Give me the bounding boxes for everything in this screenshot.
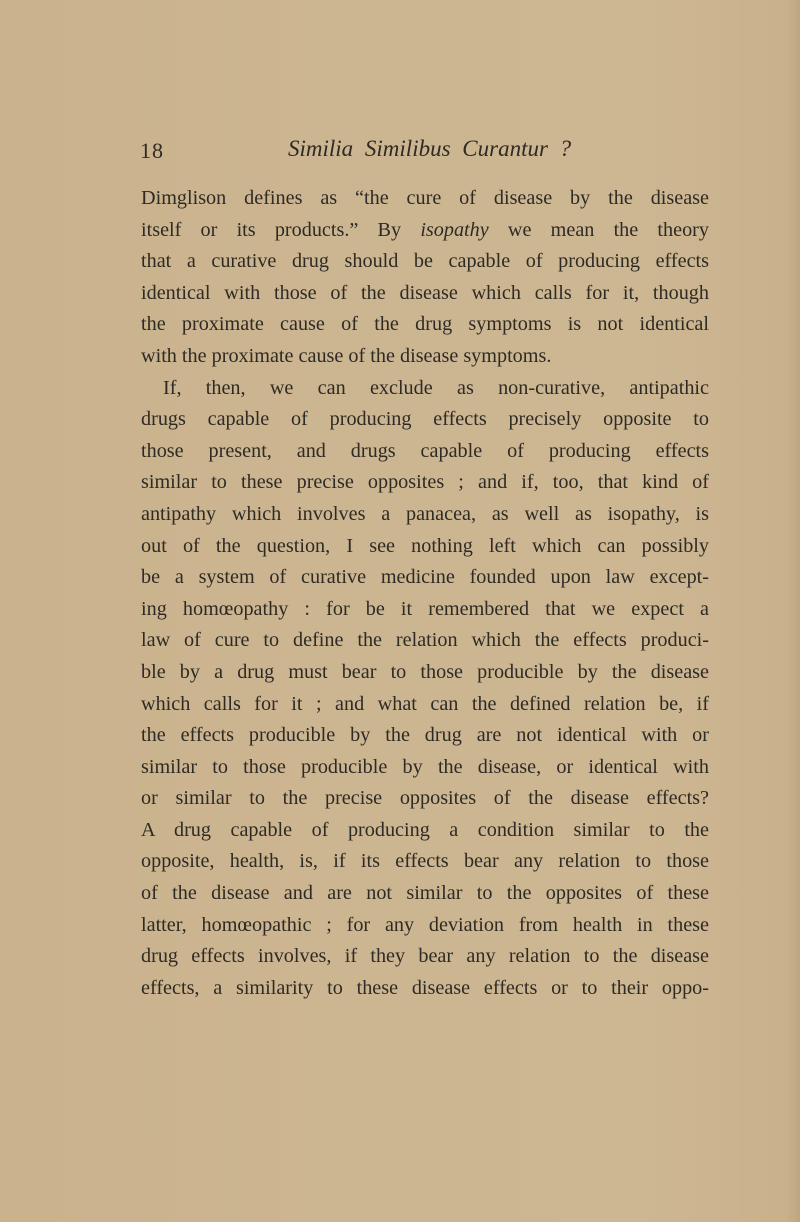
text-segment: itself or its products.” By (141, 218, 421, 241)
text-line: the effects producible by the drug are not identical with or (141, 724, 709, 747)
text-line-paragraph-start: If, then, we can exclude as non-curative, antipathic (163, 376, 709, 399)
text-line: or similar to the precise opposites of the disease effects? (141, 787, 709, 810)
text-line: ble by a drug must bear to those producible by the disease (141, 660, 709, 683)
text-line: effects, a similarity to these disease effects or to their oppo- (141, 976, 709, 999)
text-line: drugs capable of producing effects precisely opposite to (141, 408, 709, 431)
text-line: opposite, health, is, if its effects bear any relation to those (141, 850, 709, 873)
page-edge-shadow (786, 0, 800, 1222)
text-line: similar to those producible by the disease, or identical with (141, 755, 709, 778)
text-line: identical with those of the disease which calls for it, though (141, 281, 709, 304)
text-line: ing homœopathy : for be it remembered that we expect a (141, 597, 709, 620)
running-title: Similia Similibus Curantur ? (288, 136, 572, 161)
text-line: Dimglison defines as “the cure of disease by the disease (141, 187, 709, 209)
text-line-paragraph-end: with the proximate cause of the disease symptoms. (141, 344, 552, 367)
text-line: drug effects involves, if they bear any relation to the disease (141, 945, 709, 968)
italic-term-isopathy: isopathy (420, 218, 489, 241)
text-line (141, 215, 709, 247)
text-line: that a curative drug should be capable of producing effects (141, 250, 709, 273)
text-segment: we mean the theory (488, 218, 709, 241)
text-line: law of cure to define the relation which the effects produci- (141, 629, 709, 652)
text-line: out of the question, I see nothing left which can possibly (141, 534, 709, 557)
text-line: A drug capable of producing a condition similar to the (141, 818, 709, 841)
text-line: of the disease and are not similar to the opposites of these (141, 882, 709, 905)
text-line: similar to these precise opposites ; and if, too, that kind of (141, 471, 709, 494)
running-head (140, 134, 700, 174)
text-line: the proximate cause of the drug symptoms is not identical (141, 313, 709, 336)
text-line: latter, homœopathic ; for any deviation from health in these (141, 913, 709, 936)
page-number: 18 (140, 138, 164, 163)
text-line: which calls for it ; and what can the defined relation be, if (141, 692, 709, 715)
body-text (141, 183, 709, 1004)
text-line: be a system of curative medicine founded upon law except- (141, 566, 709, 589)
text-line: antipathy which involves a panacea, as well as isopathy, is (141, 502, 709, 525)
text-line: those present, and drugs capable of producing effects (141, 439, 709, 462)
